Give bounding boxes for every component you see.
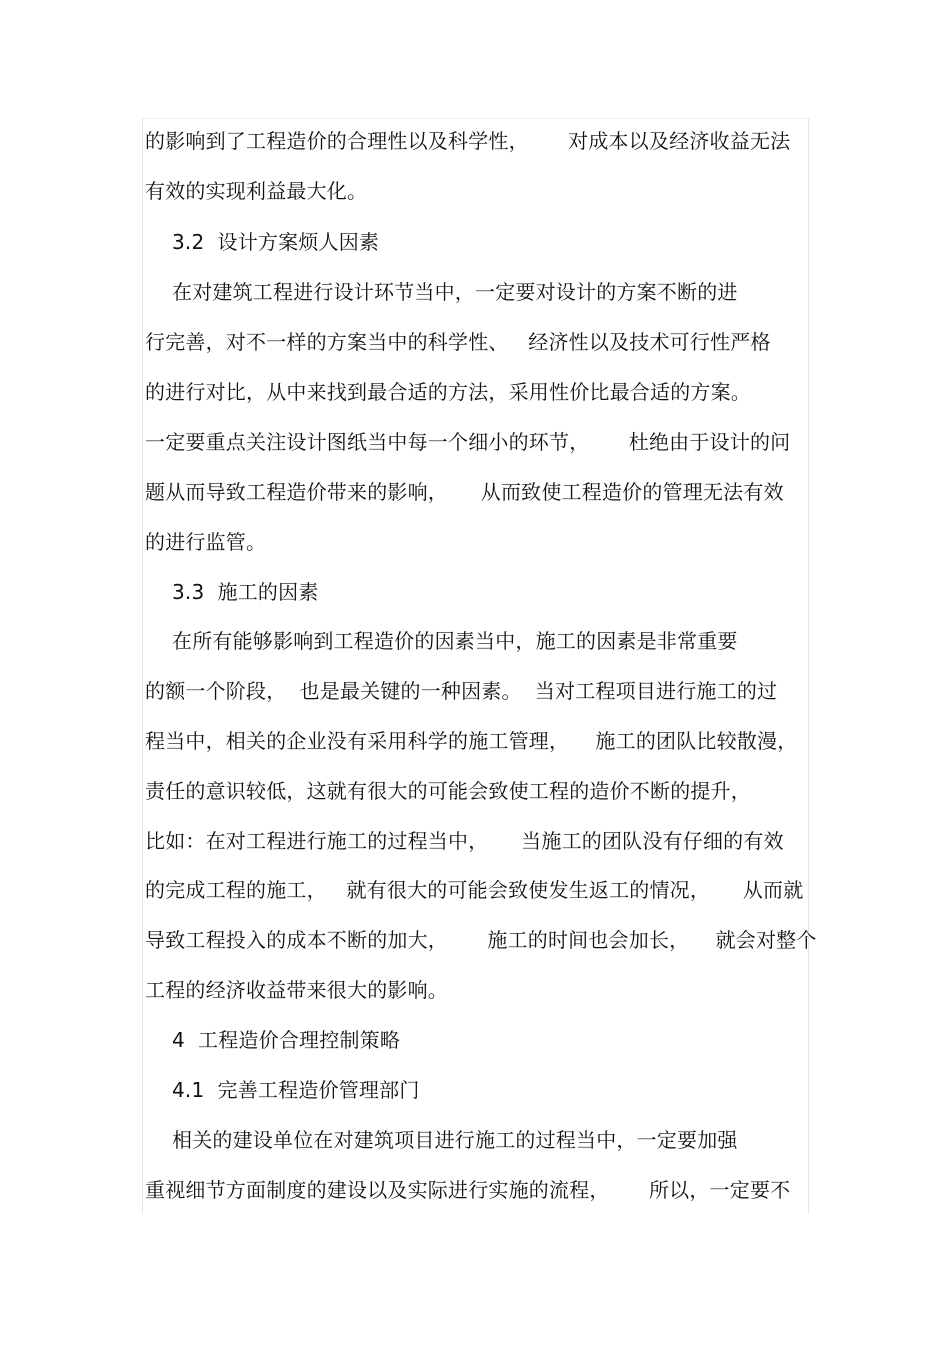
paragraph-line: 在所有能够影响到工程造价的因素当中，施工的因素是非常重要 (172, 629, 738, 653)
paragraph-line: 的进行对比，从中来找到最合适的方法，采用性价比最合适的方案。 (145, 380, 751, 404)
paragraph-line: 比如：在对工程进行施工的过程当中， 当施工的团队没有仔细的有效 (145, 829, 784, 853)
section-heading-3-3: 3.3 施工的因素 (172, 580, 319, 604)
paragraph-line: 的额一个阶段， 也是最关键的一种因素。 当对工程项目进行施工的过 (145, 679, 778, 703)
section-heading-4-1: 4.1 完善工程造价管理部门 (172, 1078, 420, 1102)
paragraph-line: 的进行监管。 (145, 530, 267, 554)
paragraph-line: 工程的经济收益带来很大的影响。 (145, 978, 448, 1002)
paragraph-line: 导致工程投入的成本不断的加大， 施工的时间也会加长， 就会对整个 (145, 928, 817, 952)
paragraph-line: 一定要重点关注设计图纸当中每一个细小的环节， 杜绝由于设计的问 (145, 430, 791, 454)
section-heading-3-2: 3.2 设计方案烦人因素 (172, 230, 380, 254)
paragraph-line: 有效的实现利益最大化。 (145, 179, 368, 203)
paragraph-line: 程当中，相关的企业没有采用科学的施工管理， 施工的团队比较散漫， (145, 729, 798, 753)
paragraph-line: 的影响到了工程造价的合理性以及科学性， 对成本以及经济收益无法 (145, 129, 791, 153)
paragraph-line: 责任的意识较低，这就有很大的可能会致使工程的造价不断的提升， (145, 779, 751, 803)
paragraph-line: 相关的建设单位在对建筑项目进行施工的过程当中，一定要加强 (172, 1128, 738, 1152)
paragraph-line: 重视细节方面制度的建设以及实际进行实施的流程， 所以，一定要不 (145, 1178, 791, 1202)
section-heading-4: 4 工程造价合理控制策略 (172, 1028, 401, 1052)
paragraph-line: 的完成工程的施工， 就有很大的可能会致使发生返工的情况， 从而就 (145, 878, 804, 902)
paragraph-line: 在对建筑工程进行设计环节当中，一定要对设计的方案不断的进 (172, 280, 738, 304)
paragraph-line: 行完善，对不一样的方案当中的科学性、 经济性以及技术可行性严格 (145, 330, 771, 354)
paragraph-line: 题从而导致工程造价带来的影响， 从而致使工程造价的管理无法有效 (145, 480, 784, 504)
